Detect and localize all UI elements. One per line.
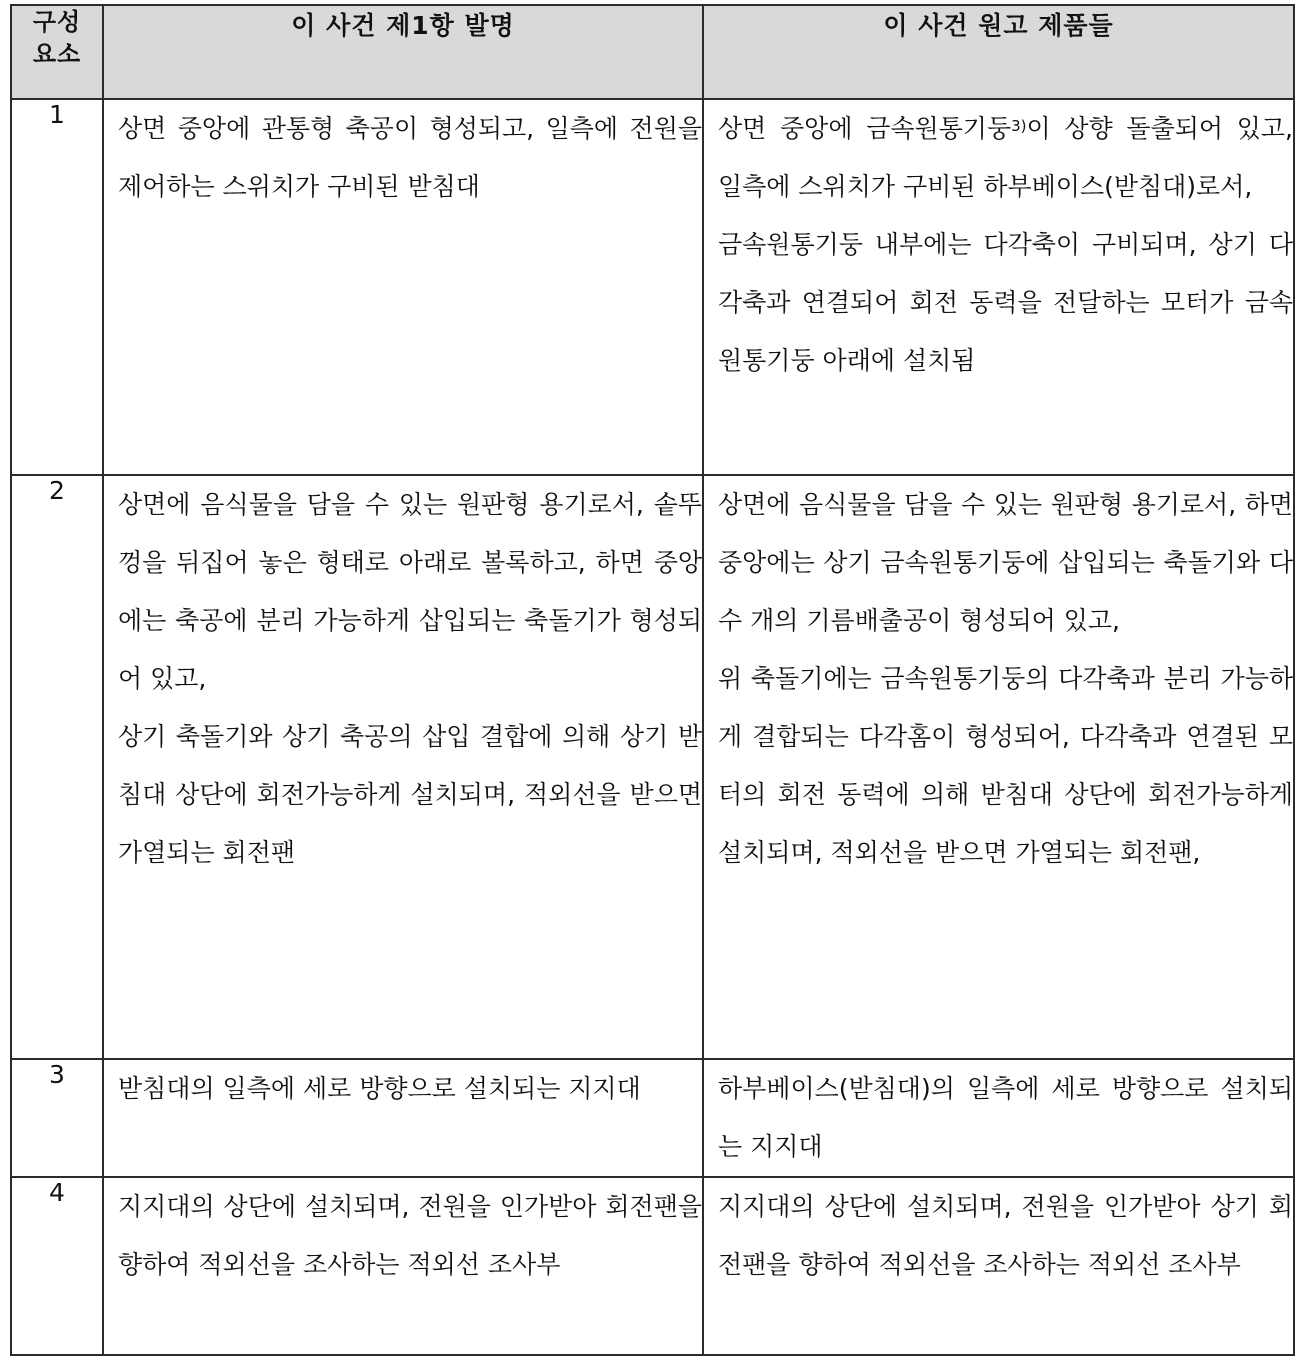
invention-paragraph: 지지대의 상단에 설치되며, 전원을 인가받아 회전팬을 향하여 적외선을 조사하는 적외선 조사부 — [118, 1192, 702, 1279]
invention-paragraph: 상기 축돌기와 상기 축공의 삽입 결합에 의해 상기 받침대 상단에 회전가능하게 설치되며, 적외선을 받으면 가열되는 회전팬 — [118, 722, 702, 867]
table-row — [11, 475, 1294, 1059]
invention-cell — [103, 1059, 703, 1177]
invention-cell — [103, 1177, 703, 1355]
product-paragraph: 금속원통기둥 내부에는 다각축이 구비되며, 상기 다각축과 연결되어 회전 동력을 전달하는 모터가 금속원통기둥 아래에 설치됨 — [718, 230, 1293, 375]
table-row — [11, 99, 1294, 475]
header-product: 이 사건 원고 제품들 — [703, 5, 1294, 99]
table-row — [11, 1177, 1294, 1355]
invention-paragraph: 상면에 음식물을 담을 수 있는 원판형 용기로서, 솥뚜껑을 뒤집어 놓은 형태로 아래로 볼록하고, 하면 중앙에는 축공에 분리 가능하게 삽입되는 축돌기가 형성되어 있고, — [118, 490, 702, 693]
row-number: 1 — [11, 99, 103, 475]
header-row — [11, 5, 1294, 99]
product-text: 상면 중앙에 금속원통기둥 — [718, 114, 1012, 143]
invention-paragraph: 받침대의 일측에 세로 방향으로 설치되는 지지대 — [118, 1074, 641, 1103]
invention-paragraph: 상면 중앙에 관통형 축공이 형성되고, 일측에 전원을 제어하는 스위치가 구비된 받침대 — [118, 114, 702, 201]
row-number: 2 — [11, 475, 103, 1059]
header-component-line1: 구성 — [32, 8, 82, 36]
header-component-line2: 요소 — [32, 40, 82, 68]
product-paragraph — [704, 100, 1293, 216]
table-row — [11, 1059, 1294, 1177]
product-cell — [703, 1177, 1294, 1355]
header-component — [11, 5, 103, 99]
comparison-table — [10, 4, 1295, 1356]
invention-cell — [103, 99, 703, 475]
product-paragraph: 지지대의 상단에 설치되며, 전원을 인가받아 상기 회전팬을 향하여 적외선을 조사하는 적외선 조사부 — [718, 1192, 1293, 1279]
row-number: 3 — [11, 1059, 103, 1177]
header-invention: 이 사건 제1항 발명 — [103, 5, 703, 99]
product-cell — [703, 99, 1294, 475]
product-paragraph: 상면에 음식물을 담을 수 있는 원판형 용기로서, 하면 중앙에는 상기 금속원통기둥에 삽입되는 축돌기와 다수 개의 기름배출공이 형성되어 있고, — [718, 490, 1293, 635]
product-cell — [703, 1059, 1294, 1177]
footnote-marker: 3) — [1011, 117, 1027, 135]
product-paragraph: 하부베이스(받침대)의 일측에 세로 방향으로 설치되는 지지대 — [718, 1074, 1293, 1161]
product-text: 이 상향 돌출되어 있고, 일측에 스위치가 구비된 하부베이스(받침대)로서, — [718, 114, 1293, 201]
invention-cell — [103, 475, 703, 1059]
row-number: 4 — [11, 1177, 103, 1355]
product-cell — [703, 475, 1294, 1059]
product-paragraph: 위 축돌기에는 금속원통기둥의 다각축과 분리 가능하게 결합되는 다각홈이 형성되어, 다각축과 연결된 모터의 회전 동력에 의해 받침대 상단에 회전가능하게 설치되며, 적외선을 받으면 가열되는 회전팬, — [718, 664, 1293, 867]
